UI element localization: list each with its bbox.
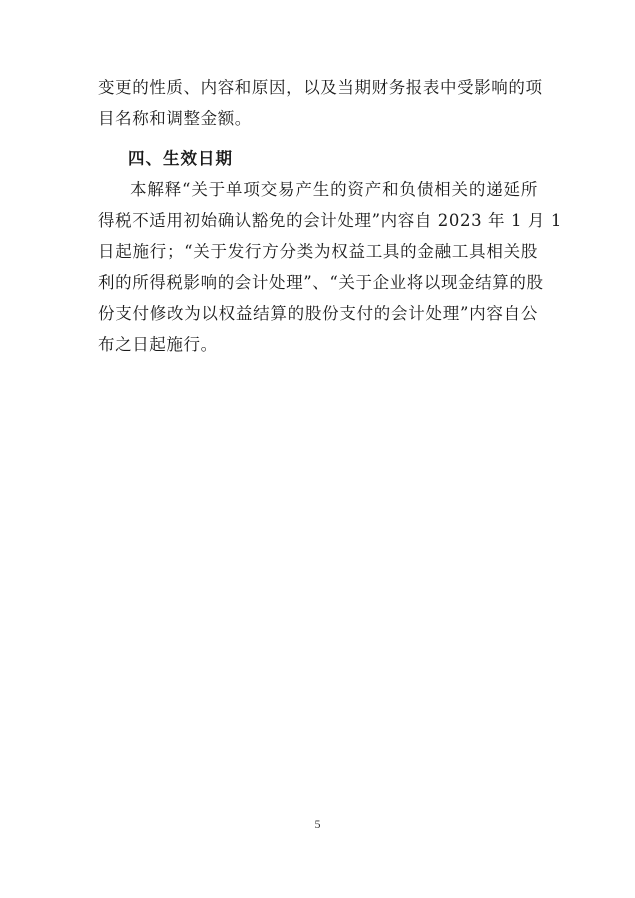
document-body [98,72,562,360]
section-heading: 四、生效日期 [128,149,233,168]
text-line: 布之日起施行。 [98,335,218,354]
text-line: 日起施行；“关于发行方分类为权益工具的金融工具相关股 [98,242,538,261]
text-line: 份支付修改为以权益结算的股份支付的会计处理”内容自公 [98,304,538,323]
paragraph-effective-date [98,174,562,360]
text-line: 本解释“关于单项交易产生的资产和负债相关的递延所 [130,180,538,199]
paragraph-previous [98,72,543,134]
text-line: 得税不适用初始确认豁免的会计处理”内容自 2023 年 1 月 1 [98,211,562,230]
text-line: 目名称和调整金额。 [98,109,252,128]
text-line: 利的所得税影响的会计处理”、“关于企业将以现金结算的股 [98,273,544,292]
page-number: 5 [314,817,321,831]
text-line: 变更的性质、内容和原因，以及当期财务报表中受影响的项 [98,78,543,97]
